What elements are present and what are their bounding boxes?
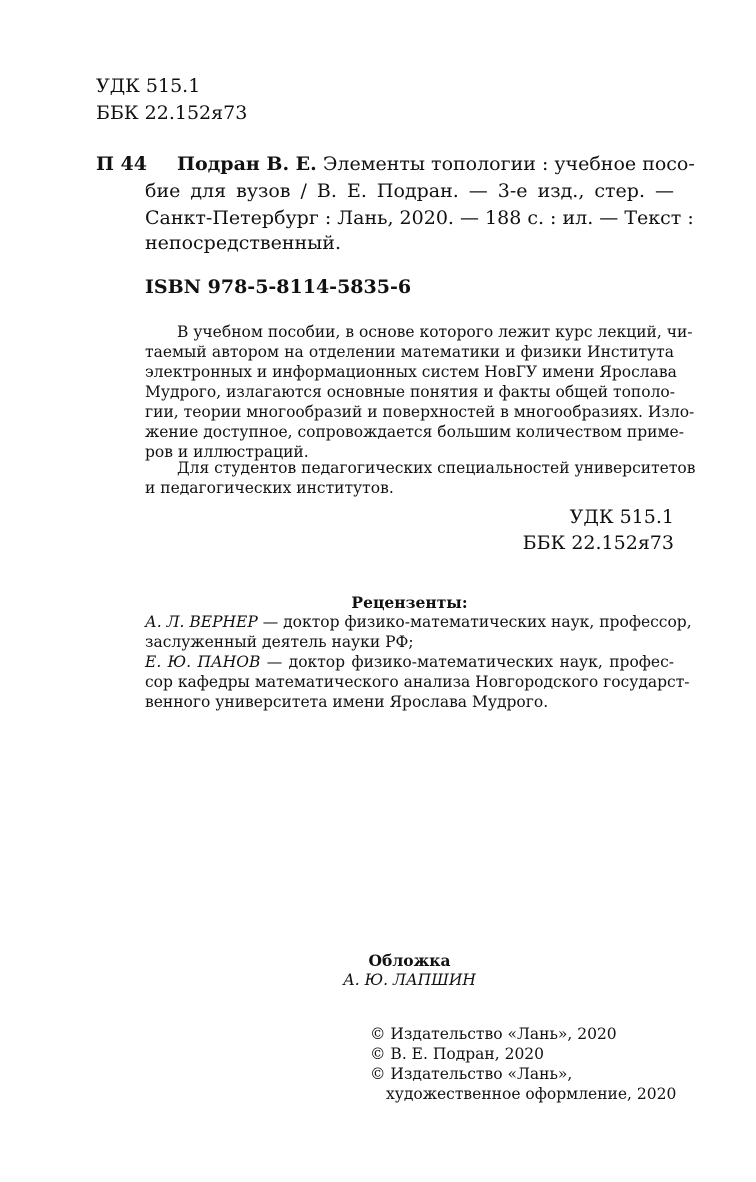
cover-heading: Обложка — [368, 951, 451, 970]
audience-line-1: Для студентов педагогических специальностей университетов — [177, 459, 696, 477]
abstract-line-4: Мудрого, излагаются основные понятия и факты общей тополо- — [145, 383, 675, 401]
reviewer-2-line-3: венного университета имени Ярослава Мудрого. — [145, 693, 549, 711]
abstract-line-5: гии, теории многообразий и поверхностей в многообразиях. Изло- — [145, 403, 695, 421]
bbk-code: ББК 22.152я73 — [96, 102, 248, 124]
isbn: ISBN 978-5-8114-5835-6 — [145, 276, 412, 298]
audience-line-2: и педагогических институтов. — [145, 479, 394, 497]
catalog-author: Подран В. Е. — [177, 153, 317, 175]
catalog-title: Элементы топологии : учебное посо- — [322, 153, 695, 175]
reviewer-2-line-1 — [145, 652, 674, 672]
reviewer-1-line-1 — [145, 612, 692, 632]
catalog-line-3: Санкт-Петербург : Лань, 2020. — 188 с. : ил. — Текст : — [145, 207, 694, 229]
footer-bbk-code: ББК 22.152я73 — [522, 532, 674, 554]
reviewers-heading: Рецензенты: — [351, 593, 468, 612]
catalog-code: П 44 — [96, 153, 147, 175]
catalog-line-2: бие для вузов / В. Е. Подран. — 3-е изд., стер. — — [145, 180, 674, 202]
reviewer-2-line-2: сор кафедры математического анализа Новгородского государст- — [145, 673, 690, 691]
udk-code: УДК 515.1 — [96, 75, 201, 97]
copyright-line-1: © Издательство «Лань», 2020 — [370, 1025, 617, 1043]
copyright-line-2: © В. Е. Подран, 2020 — [370, 1045, 545, 1063]
catalog-line-1 — [177, 150, 695, 178]
abstract-line-2: таемый автором на отделении математики и физики Института — [145, 343, 674, 361]
copyright-line-4: художественное оформление, 2020 — [386, 1085, 677, 1103]
copyright-line-3: © Издательство «Лань», — [370, 1065, 573, 1083]
abstract-line-6: жение доступное, сопровождается большим количеством приме- — [145, 423, 684, 441]
reviewer-2-name: Е. Ю. ПАНОВ — [145, 653, 261, 671]
reviewer-2-text: — доктор физико-математических наук, профес- — [260, 653, 675, 671]
reviewer-1-text: — доктор физико-математических наук, профессор, — [257, 613, 692, 631]
abstract-line-7: ров и иллюстраций. — [145, 443, 309, 461]
reviewer-1-name: А. Л. ВЕРНЕР — [145, 613, 258, 631]
abstract-line-3: электронных и информационных систем НовГУ имени Ярослава — [145, 363, 677, 381]
catalog-line-4: непосредственный. — [145, 232, 342, 254]
abstract-line-1: В учебном пособии, в основе которого лежит курс лекций, чи- — [177, 323, 693, 341]
cover-artist: А. Ю. ЛАПШИН — [343, 971, 476, 989]
reviewer-1-line-2: заслуженный деятель науки РФ; — [145, 633, 414, 651]
footer-udk-code: УДК 515.1 — [569, 506, 674, 528]
